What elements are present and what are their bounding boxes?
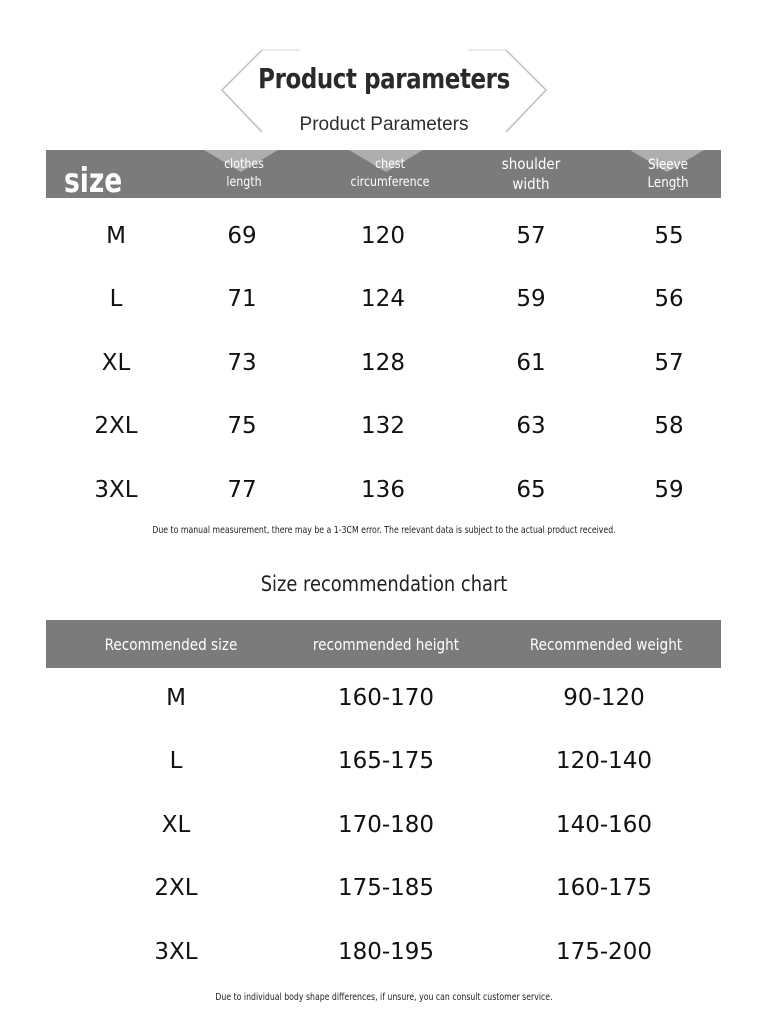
- table-row: [46, 857, 721, 921]
- cell-sleeve: 55: [654, 222, 684, 249]
- cell-size: XL: [101, 349, 131, 376]
- cell-chest: 120: [361, 222, 405, 249]
- header-shoulder-width: shoulder width: [501, 155, 561, 193]
- cell-recommended-weight: 175-200: [555, 938, 653, 965]
- cell-chest: 132: [361, 413, 405, 440]
- page-subtitle: Product Parameters: [299, 114, 469, 135]
- cell-size: M: [106, 222, 126, 249]
- cell-recommended-height: 175-185: [337, 875, 435, 902]
- cell-shoulder: 57: [516, 222, 546, 249]
- cell-sleeve: 57: [654, 349, 684, 376]
- cell-shoulder: 63: [516, 413, 546, 440]
- cell-clothes-length: 71: [227, 286, 257, 313]
- table-row: [46, 395, 721, 459]
- cell-recommended-height: 160-170: [337, 684, 435, 711]
- table-row: [46, 730, 721, 794]
- table-row: [46, 458, 721, 522]
- cell-size: 3XL: [94, 476, 138, 503]
- cell-chest: 124: [361, 286, 405, 313]
- table-row: [46, 331, 721, 395]
- size-table: [46, 150, 721, 522]
- cell-recommended-weight: 140-160: [555, 811, 653, 838]
- cell-recommended-size: L: [169, 748, 183, 775]
- cell-recommended-height: 170-180: [337, 811, 435, 838]
- cell-shoulder: 59: [516, 286, 546, 313]
- size-table-header: [46, 150, 721, 201]
- cell-shoulder: 65: [516, 476, 546, 503]
- table-row: [46, 666, 721, 730]
- cell-recommended-size: 3XL: [154, 938, 198, 965]
- cell-chest: 128: [361, 349, 405, 376]
- table-row: [46, 920, 721, 984]
- cell-recommended-size: M: [166, 684, 186, 711]
- header-size: size: [64, 161, 123, 201]
- cell-sleeve: 58: [654, 413, 684, 440]
- table-row: [46, 204, 721, 268]
- cell-recommended-height: 180-195: [337, 938, 435, 965]
- cell-recommended-size: XL: [161, 811, 191, 838]
- header-sleeve-length: Sleeve Length: [647, 157, 689, 191]
- header-clothes-length: clothes length: [224, 157, 264, 190]
- page-title: Product parameters: [258, 62, 510, 95]
- cell-recommended-weight: 90-120: [563, 684, 645, 711]
- recommendation-table: [46, 620, 721, 984]
- header-chest-circumference: chest circumference: [350, 157, 430, 190]
- cell-recommended-weight: 120-140: [555, 748, 653, 775]
- cell-size: L: [109, 286, 123, 313]
- header-recommended-height: recommended height: [312, 634, 460, 654]
- measurement-note: Due to manual measurement, there may be a 1-3CM error. The relevant data is subject to the actual product received.: [152, 525, 616, 536]
- cell-shoulder: 61: [516, 349, 546, 376]
- header-recommended-weight: Recommended weight: [529, 634, 683, 654]
- table-row: [46, 793, 721, 857]
- cell-recommended-weight: 160-175: [555, 875, 653, 902]
- cell-size: 2XL: [94, 413, 138, 440]
- recommendation-table-header: [46, 620, 721, 668]
- cell-recommended-size: 2XL: [154, 875, 198, 902]
- cell-chest: 136: [361, 476, 405, 503]
- cell-clothes-length: 69: [227, 222, 257, 249]
- table-row: [46, 268, 721, 332]
- cell-sleeve: 59: [654, 476, 684, 503]
- cell-recommended-height: 165-175: [337, 748, 435, 775]
- recommendation-title: Size recommendation chart: [260, 572, 508, 596]
- cell-clothes-length: 73: [227, 349, 257, 376]
- header-recommended-size: Recommended size: [104, 634, 238, 654]
- recommendation-note: Due to individual body shape differences, if unsure, you can consult customer service.: [215, 992, 553, 1003]
- title-block: [0, 40, 768, 140]
- cell-sleeve: 56: [654, 286, 684, 313]
- cell-clothes-length: 77: [227, 476, 257, 503]
- cell-clothes-length: 75: [227, 413, 257, 440]
